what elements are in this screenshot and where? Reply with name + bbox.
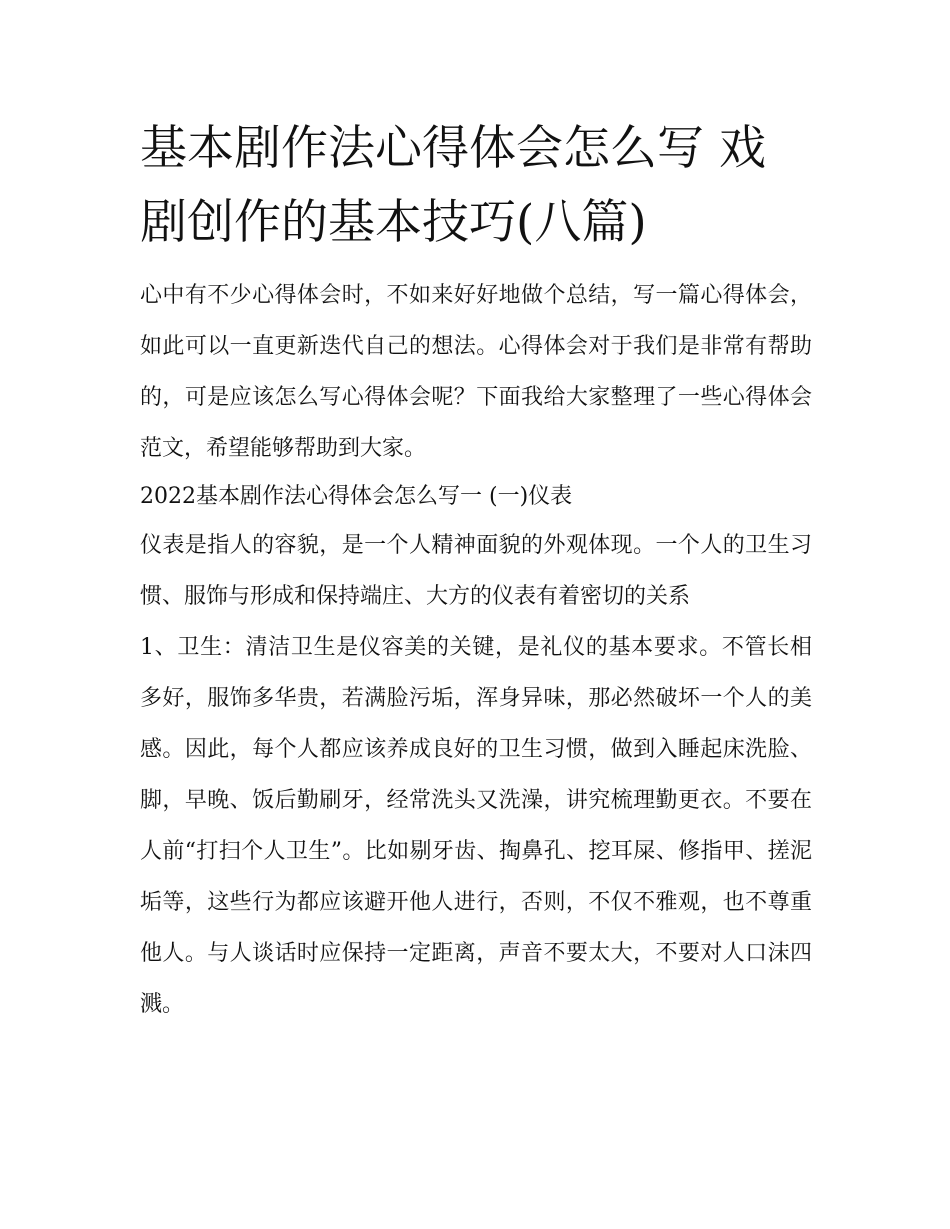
document-title: 基本剧作法心得体会怎么写 戏剧创作的基本技巧(八篇): [140, 121, 766, 250]
section-heading: 2022基本剧作法心得体会怎么写一 (一)仪表: [140, 484, 573, 509]
intro-paragraph: 心中有不少心得体会时，不如来好好地做个总结，写一篇心得体会，如此可以一直更新迭代自己的想法。心得体会对于我们是非常有帮助的，可是应该怎么写心得体会呢？下面我给大家整理了一些心得体会范文，希望能够帮助到大家。: [140, 283, 812, 461]
hygiene-paragraph: 1、卫生：清洁卫生是仪容美的关键，是礼仪的基本要求。不管长相多好，服饰多华贵，若满脸污垢，浑身异味，那必然破坏一个人的美感。因此，每个人都应该养成良好的卫生习惯，做到入睡起床洗脸、脚，早晚、饭后勤刷牙，经常洗头又洗澡，讲究梳理勤更衣。不要在人前“打扫个人卫生”。比如剔牙齿、掏鼻孔、挖耳屎、修指甲、搓泥垢等，这些行为都应该避开他人进行，否则，不仅不雅观，也不尊重他人。与人谈话时应保持一定距离，声音不要太大，不要对人口沫四溅。: [140, 635, 812, 1017]
appearance-paragraph: 仪表是指人的容貌，是一个人精神面貌的外观体现。一个人的卫生习惯、服饰与形成和保持端庄、大方的仪表有着密切的关系: [140, 533, 812, 609]
document-page: [140, 112, 812, 1030]
